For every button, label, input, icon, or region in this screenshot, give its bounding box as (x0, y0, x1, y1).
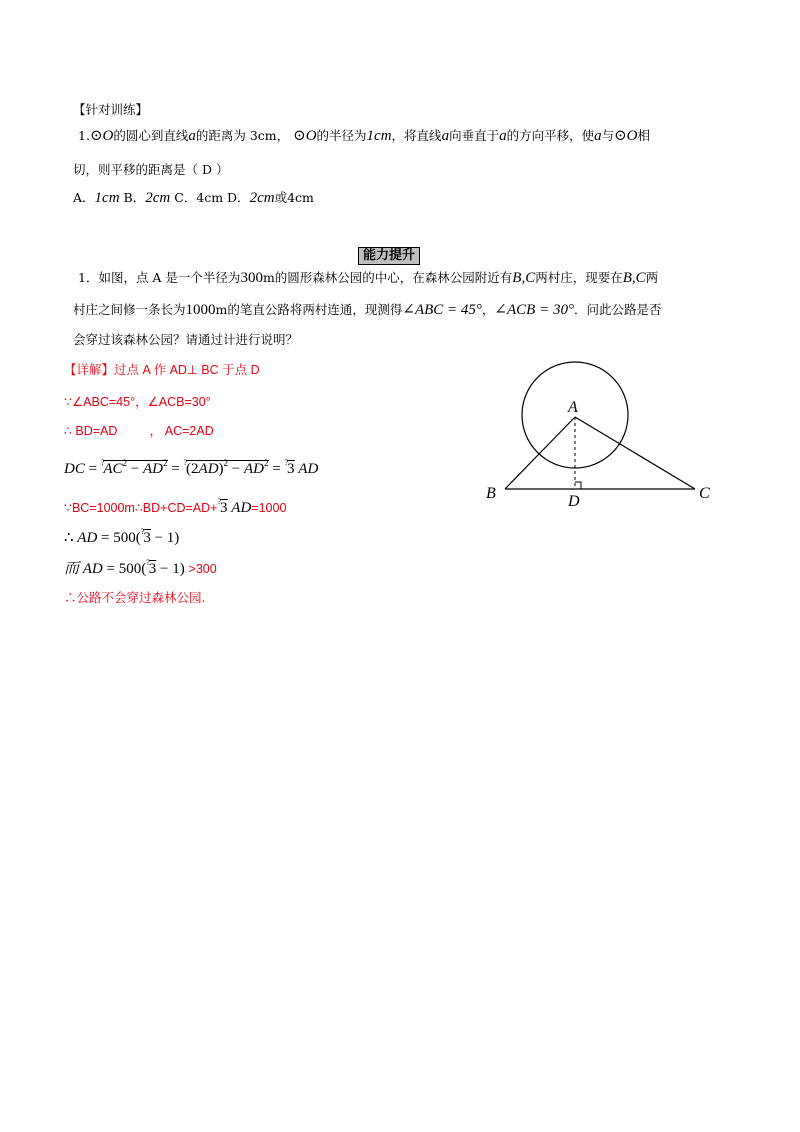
label-a: A (568, 399, 578, 416)
solution-line3: ∴ BD=AD ， AC=2AD (64, 424, 214, 438)
solution-line1: 【详解】过点 A 作 AD⊥ BC 于点 D (64, 362, 260, 377)
problem-line3: 会穿过该森林公园？请通过计进行说明？ (73, 332, 299, 347)
practice-q1-line2: 切，则平移的距离是（ D ） (73, 162, 229, 177)
solution-conclusion: ∴公路不会穿过森林公园. (64, 590, 206, 605)
label-d: D (568, 493, 580, 510)
practice-options: A．1cm B．2cm C．4cm D．2cm或4cm (73, 190, 314, 206)
solution-line2: ∵∠ABC=45°，∠ACB=30° (64, 395, 211, 409)
problem-line1: 1．如图，点 A 是一个半径为300m的圆形森林公园的中心，在森林公园附近有B,C两村庄，现要在B,C两 (78, 270, 659, 286)
problem-line2: 村庄之间修一条长为1000m的笔直公路将两村连通，现测得∠ABC = 45°，∠ACB = 30°．问此公路是否 (73, 302, 662, 318)
segment-ac (575, 417, 695, 489)
geometry-figure (480, 355, 730, 515)
formula-ad: ∴ AD = 500(?3 − 1) (64, 527, 180, 546)
section-badge: 能力提升 (358, 247, 420, 265)
right-angle-mark (575, 482, 581, 489)
practice-title: 【针对训练】 (73, 102, 149, 117)
label-c: C (699, 485, 710, 502)
label-b: B (486, 485, 496, 502)
solution-line5: ∵BC=1000m∴BD+CD=AD+?3 AD=1000 (64, 497, 287, 516)
practice-q1-line1: 1.⊙O的圆心到直线a的距离为 3cm， ⊙O的半径为1cm，将直线a向垂直于a的方向平移，使a与⊙O相 (78, 128, 651, 144)
segment-ab (505, 417, 575, 489)
formula-dc: DC = $^?AC^2 - AD^2 = ^?(2AD)^2 - AD^2 = ^?3$ AD (64, 458, 319, 477)
formula-ad2: 而 AD = 500(?3 − 1) >300 (64, 558, 217, 577)
